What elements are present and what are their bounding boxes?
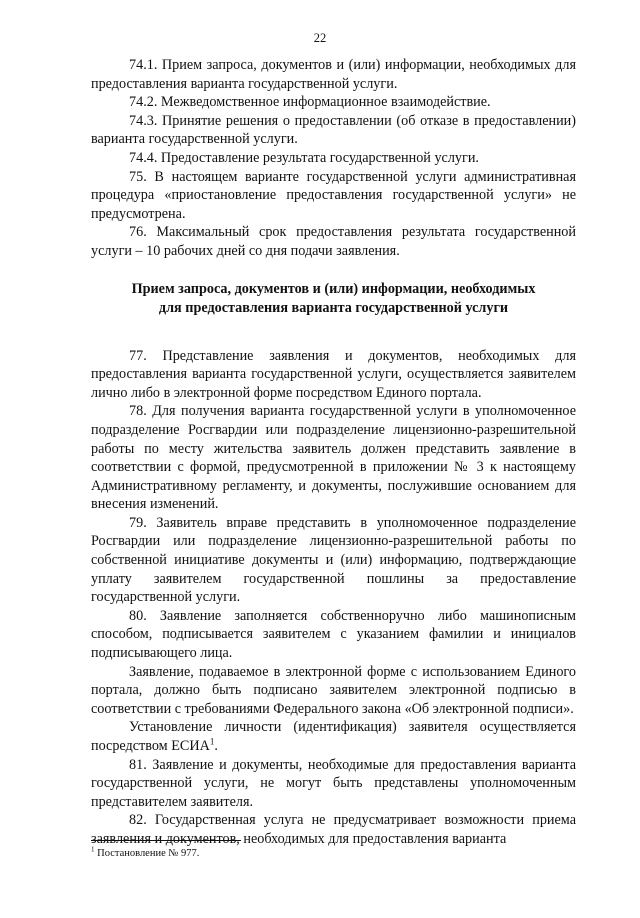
paragraph-75: 75. В настоящем варианте государственной услуги административная процедура «приостановление предоставления государственной услуги» не предусмотрена.: [91, 168, 576, 222]
paragraph-80: 80. Заявление заполняется собственноручно либо машинописным способом, подписывается заявителем с указанием фамилии и инициалов подписывающего лица.: [91, 607, 576, 662]
paragraph-electronic-signature: Заявление, подаваемое в электронной форме с использованием Единого портала, должно быть подписано заявителем электронной подписью в соответствии с требованиями Федерального закона «Об электронной подписи».: [91, 663, 576, 717]
paragraph-77: 77. Представление заявления и документов, необходимых для предоставления варианта государственной услуги, осуществляется заявителем лично либо в электронной форме посредством Единого портала.: [91, 347, 576, 401]
section-heading: [91, 280, 576, 318]
footnote-reference: 1: [209, 736, 215, 747]
paragraph-74-2: 74.2. Межведомственное информационное взаимодействие.: [129, 94, 491, 111]
paragraph-74-3: 74.3. Принятие решения о предоставлении (об отказе в предоставлении) варианта государственной услуги.: [91, 112, 576, 148]
footnote: [91, 845, 200, 859]
footnote-text: Постановление № 977.: [94, 848, 200, 859]
footnote-divider: [91, 840, 241, 841]
paragraph-81: 81. Заявление и документы, необходимые для предоставления варианта государственной услуги, не могут быть представлены уполномоченным представителем заявителя.: [91, 756, 576, 810]
page-number: 22: [313, 31, 327, 45]
paragraph-identification: [91, 718, 576, 755]
section-heading-line-1: Прием запроса, документов и (или) информации, необходимых: [131, 280, 536, 297]
identification-end: .: [214, 738, 218, 754]
paragraph-74-1: 74.1. Прием запроса, документов и (или) информации, необходимых для предоставления варианта государственной услуги.: [91, 57, 576, 92]
document-body: [91, 56, 576, 849]
paragraph-82: 82. Государственная услуга не предусматривает возможности приема заявления и документов, необходимых для предоставления варианта: [91, 812, 576, 847]
paragraph-78: 78. Для получения варианта государственной услуги в уполномоченное подразделение Росгвардии или подразделение лицензионно-разрешительной работы по месту жительства заявитель должен представить заявление в соответствии с формой, предусмотренной в приложении № 3 к настоящему Административному регламенту, и документы, послужившие основанием для внесения изменений.: [91, 403, 576, 513]
paragraph-76: 76. Максимальный срок предоставления результата государственной услуги – 10 рабочих дней со дня подачи заявления.: [91, 224, 576, 259]
section-heading-line-2: для предоставления варианта государственной услуги: [158, 299, 509, 316]
paragraph-79: 79. Заявитель вправе представить в уполномоченное подразделение Росгвардии или подразделение лицензионно-разрешительной работы по собственной инициативе документы и (или) информацию, подтверждающие уплату заявителем государственной пошлины за предоставление государственной услуги.: [91, 514, 576, 606]
paragraph-74-4: 74.4. Предоставление результата государственной услуги.: [129, 149, 479, 166]
footnote-mark: 1: [91, 845, 95, 854]
identification-text: Установление личности (идентификация) заявителя осуществляется посредством ЕСИА: [91, 719, 576, 754]
